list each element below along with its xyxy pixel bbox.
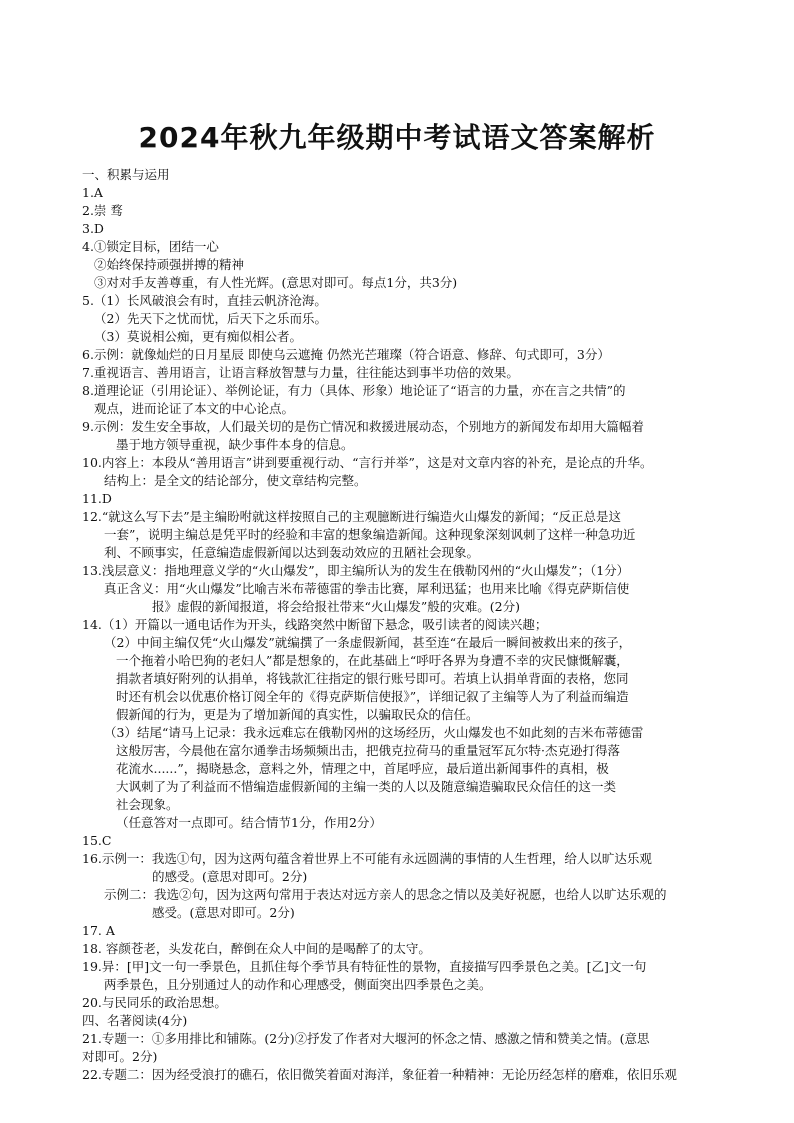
text-line: 22.专题二：因为经受浪打的礁石，依旧微笑着面对海洋，象征着一种精神：无论历经怎样的磨难，依旧乐观 [82,1067,677,1082]
text-line: 11.D [82,491,112,506]
text-line: 结构上：是全文的结论部分，使文章结构完整。 [104,473,367,488]
text-line: 20.与民同乐的政治思想。 [82,995,227,1010]
text-line: 18. 容颜苍老，头发花白，醉倒在众人中间的是喝醉了的太守。 [82,941,431,956]
text-line: 8.道理论证（引用论证）、举例论证，有力（具体、形象）地论证了“语言的力量，亦在言之共情”的 [82,383,626,398]
text-line: 9.示例：发生安全事故，人们最关切的是伤亡情况和救援进展动态，个别地方的新闻发布却用大篇幅着 [82,419,644,434]
text-line: 四、名著阅读(4分) [82,1013,188,1028]
text-line: 墨于地方领导重视，缺少事件本身的信息。 [116,437,354,452]
text-line: 2.崇 骛 [82,203,123,218]
text-line: 利、不顾事实，任意编造虚假新闻以达到轰动效应的丑陋社会现象。 [104,545,480,560]
text-line: 对即可。2分) [82,1049,158,1064]
text-line: 10.内容上：本段从“善用语言”讲到要重视行动、“言行并举”，这是对文章内容的补充，是论点的升华。 [82,455,653,470]
answer-content [82,166,716,1084]
text-line: （3）莫说相公痴，更有痴似相公者。 [94,329,302,344]
text-line: 1.A [82,185,103,200]
text-line: 7.重视语言、善用语言，让语言释放智慧与力量，往往能达到事半功倍的效果。 [82,365,519,380]
text-line: ②始终保持顽强拼搏的精神 [94,257,245,272]
text-line: 19.异：[甲]文一句一季景色，且抓住每个季节具有特征性的景物，直接描写四季景色之美。[乙]文一句 [82,959,647,974]
text-line: （2）先天下之忧而忧，后天下之乐而乐。 [94,311,327,326]
text-line: （2）中间主编仅凭“火山爆发”就编撰了一条虚假新闻，甚至连“在最后一瞬间被救出来的孩子， [104,635,632,650]
text-line: 大讽刺了为了利益而不惜编造虚假新闻的主编一类的人以及随意编造骗取民众信任的这一类 [116,779,617,794]
text-line: 的感受。(意思对即可。2分) [152,869,308,884]
text-line: 15.C [82,833,112,848]
text-line: 21.专题一：①多用排比和铺陈。(2分)②抒发了作者对大堰河的怀念之情、感激之情和赞美之情。(意思 [82,1031,650,1046]
text-line: 3.D [82,221,104,236]
text-line: 14.（1）开篇以一通电话作为开头，线路突然中断留下悬念，吸引读者的阅读兴趣； [82,617,548,632]
text-line: 社会现象。 [116,797,179,812]
text-line: 两季景色，且分别通过人的动作和心理感受，侧面突出四季景色之美。 [104,977,492,992]
text-line: ③对对手友善尊重，有人性光辉。(意思对即可。每点1分，共3分) [94,275,458,290]
text-line: 捐款者填好附列的认捐单，将钱款汇往指定的银行账号即可。若填上认捐单背面的表格，您同 [116,671,629,686]
text-line: （3）结尾“请马上记录：我永远难忘在俄勒冈州的这场经历，火山爆发也不如此刻的吉米布蒂德雷 [104,725,644,740]
text-line: 真正含义：用“火山爆发”比喻吉米布蒂德雷的拳击比赛，犀利迅猛；也用来比喻《得克萨斯信使 [104,581,630,596]
text-line: 13.浅层意义：指地理意义学的“火山爆发”，即主编所认为的发生在俄勒冈州的“火山爆发”；（1分） [82,563,630,578]
text-line: 时还有机会以优惠价格订阅全年的《得克萨斯信使报》”，详细记叙了主编等人为了利益而编造 [116,689,629,704]
text-line: 花流水......”，揭晓悬念，意料之外，情理之中，首尾呼应，最后道出新闻事件的真相，极 [116,761,609,776]
text-line: 示例二：我选②句，因为这两句常用于表达对远方亲人的思念之情以及美好祝愿，也给人以旷达乐观的 [104,887,667,902]
text-line: 6.示例：就像灿烂的日月星辰 即使乌云遮掩 仍然光芒璀璨（符合语意、修辞、句式即可，3分） [82,347,610,362]
text-line: 观点，进而论证了本文的中心论点。 [94,401,295,416]
text-line: 5.（1）长风破浪会有时，直挂云帆济沧海。 [82,293,327,308]
page-title: 2024年秋九年级期中考试语文答案解析 [138,121,656,154]
text-line: 一套”，说明主编总是凭平时的经验和丰富的想象编造新闻。这种现象深刻讽刺了这样一种急功近 [104,527,636,542]
text-line: 16.示例一：我选①句，因为这两句蕴含着世界上不可能有永远圆满的事情的人生哲理，给人以旷达乐观 [82,851,652,866]
text-line: 一、积累与运用 [82,167,170,182]
text-line: 报》虚假的新闻报道，将会给报社带来“火山爆发”般的灾难。(2分) [152,599,520,614]
text-line: 12.“就这么写下去”是主编盼咐就这样按照自己的主观臆断进行编造火山爆发的新闻；“反正总是这 [82,509,622,524]
text-line: 假新闻的行为，更是为了增加新闻的真实性，以骗取民众的信任。 [116,707,479,722]
text-line: 一个拖着小哈巴狗的老妇人”都是想象的，在此基础上“呼吁各界为身遭不幸的灾民慷慨解囊， [116,653,629,668]
text-line: 17. A [82,923,115,938]
text-line: 这般厉害，今晨他在富尔通拳击场频频出击，把俄克拉荷马的重量冠军瓦尔特·杰克逊打得落 [116,743,620,758]
text-line: 4.①锁定目标，团结一心 [82,239,219,254]
text-line: （任意答对一点即可。结合情节1分，作用2分） [116,815,382,830]
text-line: 感受。(意思对即可。2分) [152,905,295,920]
